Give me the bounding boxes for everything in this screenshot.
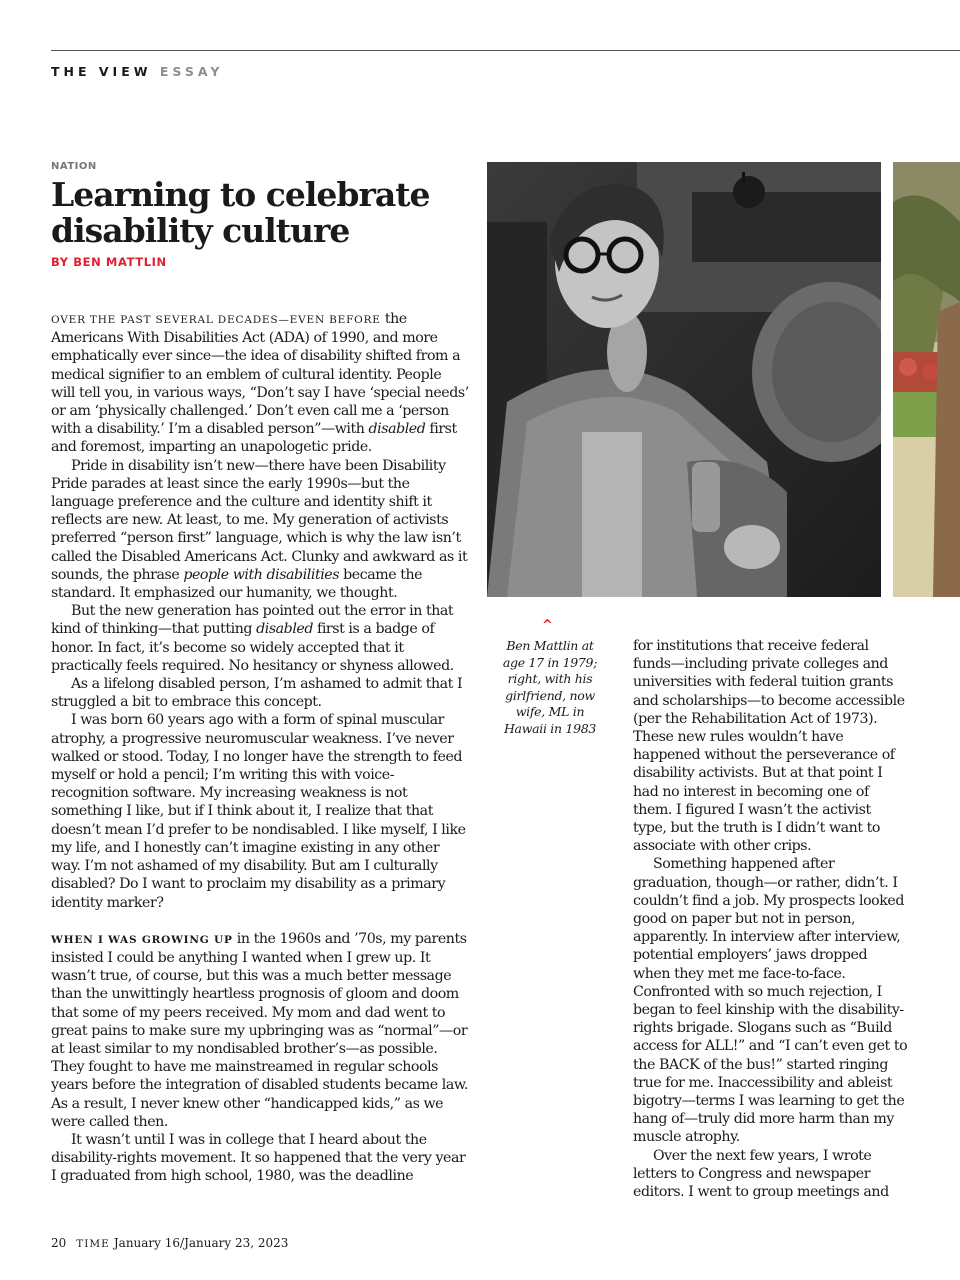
section-name: THE VIEW	[51, 64, 152, 79]
page-number: 20	[51, 1236, 67, 1250]
paragraph: for institutions that receive federal funds—including private colleges and universities with federal tuition grants and scholarships—to become accessible (per the Rehabilitation Act of 1973). These new rules wouldn’t have happened without the perseverance of disability activists. But at that point I had no interest in becoming one of them. I figured I wasn’t the activist type, but the truth is I didn’t want to associate with other crips.	[633, 638, 905, 855]
portrait-photo-1979	[487, 162, 881, 597]
caption-pointer-icon: ^	[542, 618, 553, 633]
paragraph: It wasn’t until I was in college that I heard about the disability-rights movement. It so happened that the very year I graduated from high school, 1980, was the deadline	[51, 1131, 466, 1185]
paragraph: WHEN I WAS GROWING UP in the 1960s and ’70s, my parents insisted I could be anything I wanted when I grew up. It wasn’t true, of course, but this was a much better message than the unwittingly heartless prognosis of gloom and doom that some of my peers received. My mom and dad went to great pains to make sure my upbringing was as “normal”—or at least similar to my nondisabled brother’s—as possible. They fought to have me mainstreamed in regular schools years before the integration of disabled students became law. As a result, I never knew other “handicapped kids,” as we were called then.	[51, 930, 468, 1130]
top-rule	[51, 50, 960, 51]
section-header	[51, 64, 223, 79]
paragraph: Something happened after graduation, though—or rather, didn’t. I couldn’t find a job. My prospects looked good on paper but not in person, apparently. In interview after interview, potential employers’ jaws dropped when they met me face-to-face. Confronted with so much rejection, I began to feel kinship with the disability-rights brigade. Slogans such as “Build access for ALL!” and “I can’t even get to the BACK of the bus!” started ringing true for me. Inaccessibility and ableist bigotry—terms I was learning to get the hang of—truly did more harm than my muscle atrophy.	[633, 856, 908, 1146]
paragraph: OVER THE PAST SEVERAL DECADES—EVEN BEFORE the Americans With Disabilities Act (ADA) of 1990, and more emphatically ever since—the idea of disability shifted from a medical signifier to an emblem of cultural identity. People will tell you, in various ways, “Don’t say I have ‘special needs’ or am ‘physically challenged.’ Don’t even call me a ‘person with a disability.’ I’m a disabled person”—with disabled first and foremost, imparting an unapologetic pride.	[51, 311, 469, 456]
body-column-left	[51, 310, 469, 1186]
article-byline: BY BEN MATTLIN	[51, 255, 167, 269]
couple-photo-1983	[893, 162, 960, 597]
paragraph: Over the next few years, I wrote letters to Congress and newspaper editors. I went to group meetings and	[633, 1147, 889, 1201]
section-lead-in: WHEN I WAS GROWING UP	[51, 933, 233, 946]
paragraph: As a lifelong disabled person, I’m ashamed to admit that I struggled a bit to embrace this concept.	[51, 676, 463, 711]
paragraph: Pride in disability isn’t new—there have been Disability Pride parades at least since the early 1990s—but the language preference and the culture and identity shift it reflects are new. At least, to me. My generation of activists preferred “person first” language, which is why the law isn’t called the Disabled Americans Act. Clunky and awkward as it sounds, the phrase people with disabilities became the standard. It emphasized our humanity, we thought.	[51, 457, 468, 602]
page-footer	[51, 1236, 288, 1250]
section-type: ESSAY	[159, 64, 224, 79]
publication-name: TIME	[76, 1238, 110, 1250]
photo-caption: Ben Mattlin at age 17 in 1979; right, with his girlfriend, now wife, ML in Hawaii in 1983	[502, 638, 598, 736]
lead-in: OVER THE PAST SEVERAL DECADES—EVEN BEFORE	[51, 314, 381, 326]
body-column-right	[633, 637, 908, 1201]
article-kicker: NATION	[51, 161, 97, 172]
issue-date: January 16/January 23, 2023	[113, 1236, 289, 1250]
article-title: Learning to celebrate disability culture	[51, 175, 430, 250]
paragraph: But the new generation has pointed out the error in that kind of thinking—that putting disabled first is a badge of honor. In fact, it’s become so widely accepted that it practically feels required. No hesitancy or shyness allowed.	[51, 603, 454, 674]
paragraph: I was born 60 years ago with a form of spinal muscular atrophy, a progressive neuromuscular weakness. I’ve never walked or stood. Today, I no longer have the strength to feed myself or hold a pencil; I’m writing this with voice-recognition software. My increasing weakness is not something I like, but if I think about it, I realize that that doesn’t mean I’d prefer to be nondisabled. I like myself, I like my life, and I honestly can’t imagine existing in any other way. I’m not ashamed of my disability. But am I culturally disabled? Do I want to proclaim my disability as a primary identity marker?	[51, 712, 466, 911]
